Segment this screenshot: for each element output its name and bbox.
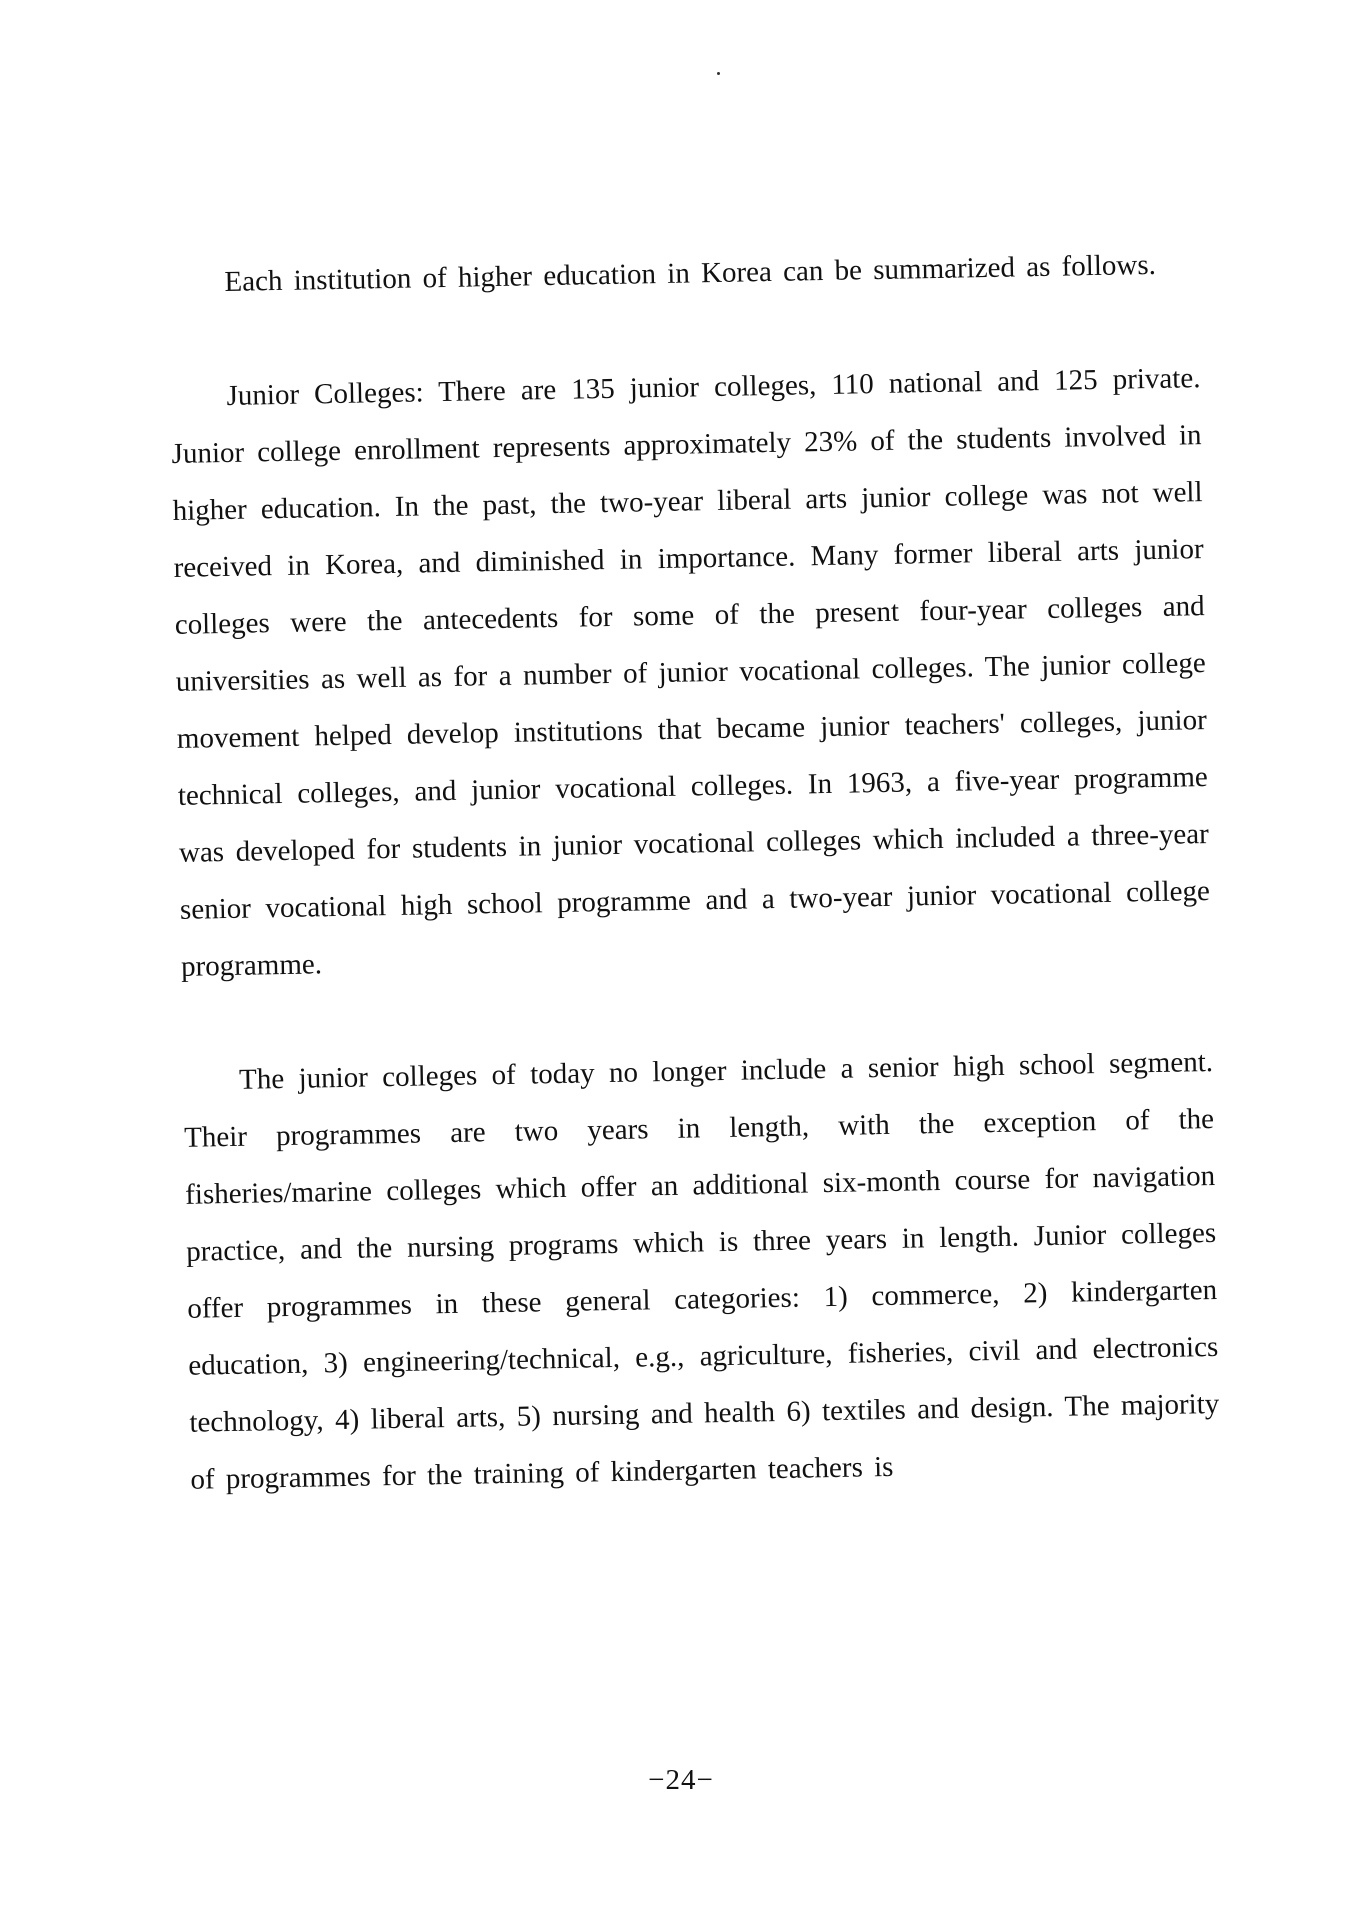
paragraph-junior-colleges: Junior Colleges: There are 135 junior colleges, 110 national and 125 private. Junior college enrollment represents approximately 23% of the students involved in higher education. In the past, the two-year liberal arts junior college was not well received in Korea, and diminished in importance. Many former liberal arts junior colleges were the antecedents for some of the present four-year colleges and universities as well as for a number of junior vocational colleges. The junior college movement helped develop institutions that became junior teachers' colleges, junior technical colleges, and junior vocational colleges. In 1963, a five-year programme was developed for students in junior vocational colleges which included a three-year senior vocational high school programme and a two-year junior vocational college programme. (171, 362, 1211, 983)
paragraph-intro: Each institution of higher education in Korea can be summarized as follows. (224, 248, 1157, 298)
scan-speck (717, 72, 720, 75)
page-number: −24− (648, 1764, 714, 1796)
body-text (168, 236, 1221, 1509)
paragraph-junior-colleges-today: The junior colleges of today no longer include a senior high school segment. Their programmes are two years in length, with the exception of the fisheries/marine colleges which offer an additional six-month course for navigation practice, and the nursing programs which is three years in length. Junior colleges offer programmes in these general categories: 1) commerce, 2) kindergarten education, 3) engineering/technical, e.g., agriculture, fisheries, civil and electronics technology, 4) liberal arts, 5) nursing and health 6) textiles and design. The majority of programmes for the training of kindergarten teachers is (183, 1045, 1220, 1496)
